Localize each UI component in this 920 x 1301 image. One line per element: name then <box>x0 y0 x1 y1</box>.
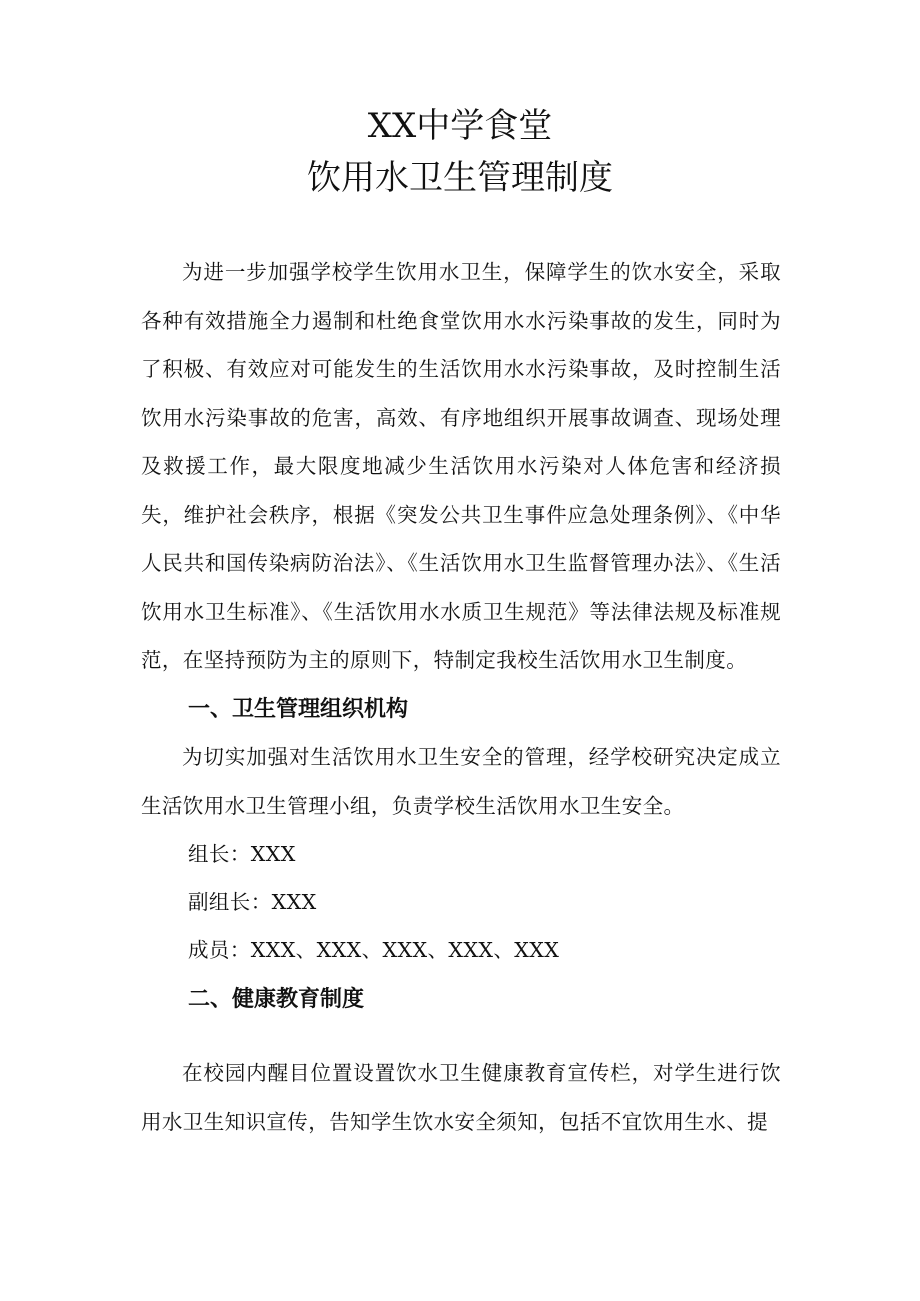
deputy-leader-line: 副组长：XXX <box>188 890 317 914</box>
intro-paragraph: 为进一步加强学校学生饮用水卫生，保障学生的饮水安全，采取各种有效措施全力遏制和杜绝食堂饮用水水污染事故的发生，同时为了积极、有效应对可能发生的生活饮用水水污染事故，及时控制生活饮用水污染事故的危害，高效、有序地组织开展事故调查、现场处理及救援工作，最大限度地减少生活饮用水污染对人体危害和经济损失，维护社会秩序，根据《突发公共卫生事件应急处理条例》、《中华人民共和国传染病防治法》、《生活饮用水卫生监督管理办法》、《生活饮用水卫生标准》、《生活饮用水水质卫生规范》等法律法规及标准规范，在坚持预防为主的原则下，特制定我校生活饮用水卫生制度。 <box>141 260 781 672</box>
section-2-paragraph: 在校园内醒目位置设置饮水卫生健康教育宣传栏，对学生进行饮用水卫生知识宣传，告知学生饮水安全须知，包括不宜饮用生水、提 <box>141 1061 781 1134</box>
members-line: 成员：XXX、XXX、XXX、XXX、XXX <box>188 938 560 962</box>
document-title-line-1: XX中学食堂 <box>367 106 553 146</box>
section-1-paragraph: 为切实加强对生活饮用水卫生安全的管理，经学校研究决定成立生活饮用水卫生管理小组，负责学校生活饮用水卫生安全。 <box>141 745 781 818</box>
document-title-line-2: 饮用水卫生管理制度 <box>307 158 613 198</box>
group-leader-line: 组长：XXX <box>188 842 296 866</box>
section-2-heading: 二、健康教育制度 <box>188 987 365 1012</box>
section-1-heading: 一、卫生管理组织机构 <box>188 697 409 722</box>
